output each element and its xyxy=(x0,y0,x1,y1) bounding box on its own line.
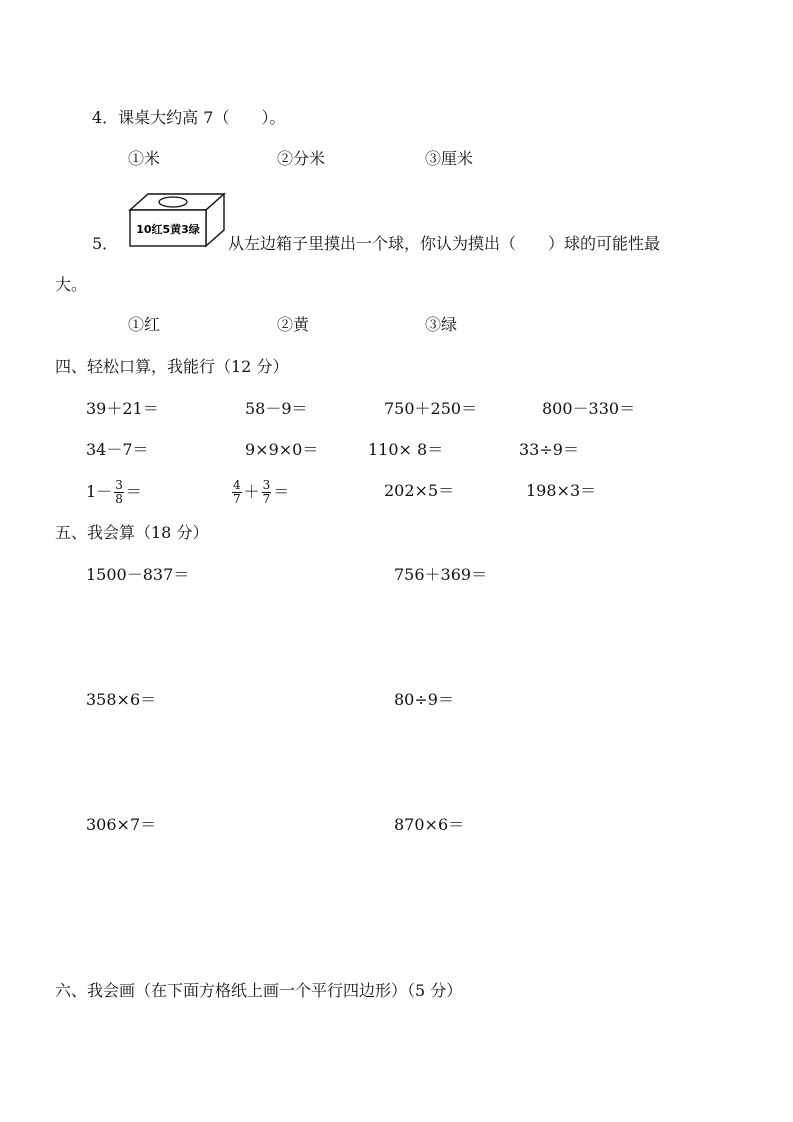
fraction-numerator: 4 xyxy=(233,477,241,492)
written-calc-3: 358×6＝ xyxy=(86,690,157,709)
q5-option-2: ②黄 xyxy=(277,315,310,334)
q4-option-3: ③厘米 xyxy=(425,149,474,168)
oral-calc-3: 750＋250＝ xyxy=(384,399,478,418)
oral-calc-11: 202×5＝ xyxy=(384,481,455,500)
section4-heading: 四、轻松口算，我能行（12 分） xyxy=(55,357,289,376)
oral-calc-10 xyxy=(230,472,289,512)
written-calc-5: 306×7＝ xyxy=(86,815,157,834)
fraction-4-7 xyxy=(232,479,242,506)
oral-calc-12: 198×3＝ xyxy=(526,481,597,500)
q5-option-1: ①红 xyxy=(128,315,161,334)
q5-number: 5． xyxy=(92,234,119,253)
plus-sign: ＋ xyxy=(243,482,260,501)
ball-box-figure xyxy=(128,192,226,248)
q4-stem: 4．课桌大约高 7（ ）。 xyxy=(92,108,286,127)
q4-option-1: ①米 xyxy=(128,149,161,168)
oral-calc-7: 110× 8＝ xyxy=(368,440,444,459)
fraction-prefix: 1－ xyxy=(86,482,113,501)
section6-heading: 六、我会画（在下面方格纸上画一个平行四边形）（5 分） xyxy=(55,981,463,1000)
oral-calc-1: 39＋21＝ xyxy=(86,399,159,418)
fraction-numerator: 3 xyxy=(262,477,271,492)
equals-sign: ＝ xyxy=(273,482,290,501)
written-calc-2: 756＋369＝ xyxy=(394,565,488,584)
equals-sign: ＝ xyxy=(125,482,142,501)
section5-heading: 五、我会算（18 分） xyxy=(55,523,209,542)
q4-option-2: ②分米 xyxy=(277,149,326,168)
fraction-numerator: 3 xyxy=(115,477,123,492)
fraction-denominator: 8 xyxy=(115,491,123,506)
q5-stem-line2: 大。 xyxy=(55,275,88,294)
oral-calc-6: 9×9×0＝ xyxy=(245,440,319,459)
fraction-3-8 xyxy=(114,479,124,506)
fraction-denominator: 7 xyxy=(233,491,241,506)
oral-calc-2: 58－9＝ xyxy=(245,399,308,418)
oral-calc-5: 34－7＝ xyxy=(86,440,149,459)
written-calc-6: 870×6＝ xyxy=(394,815,465,834)
written-calc-4: 80÷9＝ xyxy=(394,690,454,709)
oral-calc-8: 33÷9＝ xyxy=(519,440,579,459)
fraction-3-7 xyxy=(262,479,272,506)
q5-stem-line1: 从左边箱子里摸出一个球，你认为摸出（ ）球的可能性最 xyxy=(228,234,661,253)
oral-calc-4: 800－330＝ xyxy=(542,399,636,418)
fraction-denominator: 7 xyxy=(262,491,271,506)
oral-calc-9 xyxy=(86,472,142,512)
box-label: 10红5黄3绿 xyxy=(136,223,200,236)
q5-option-3: ③绿 xyxy=(425,315,458,334)
written-calc-1: 1500－837＝ xyxy=(86,565,190,584)
